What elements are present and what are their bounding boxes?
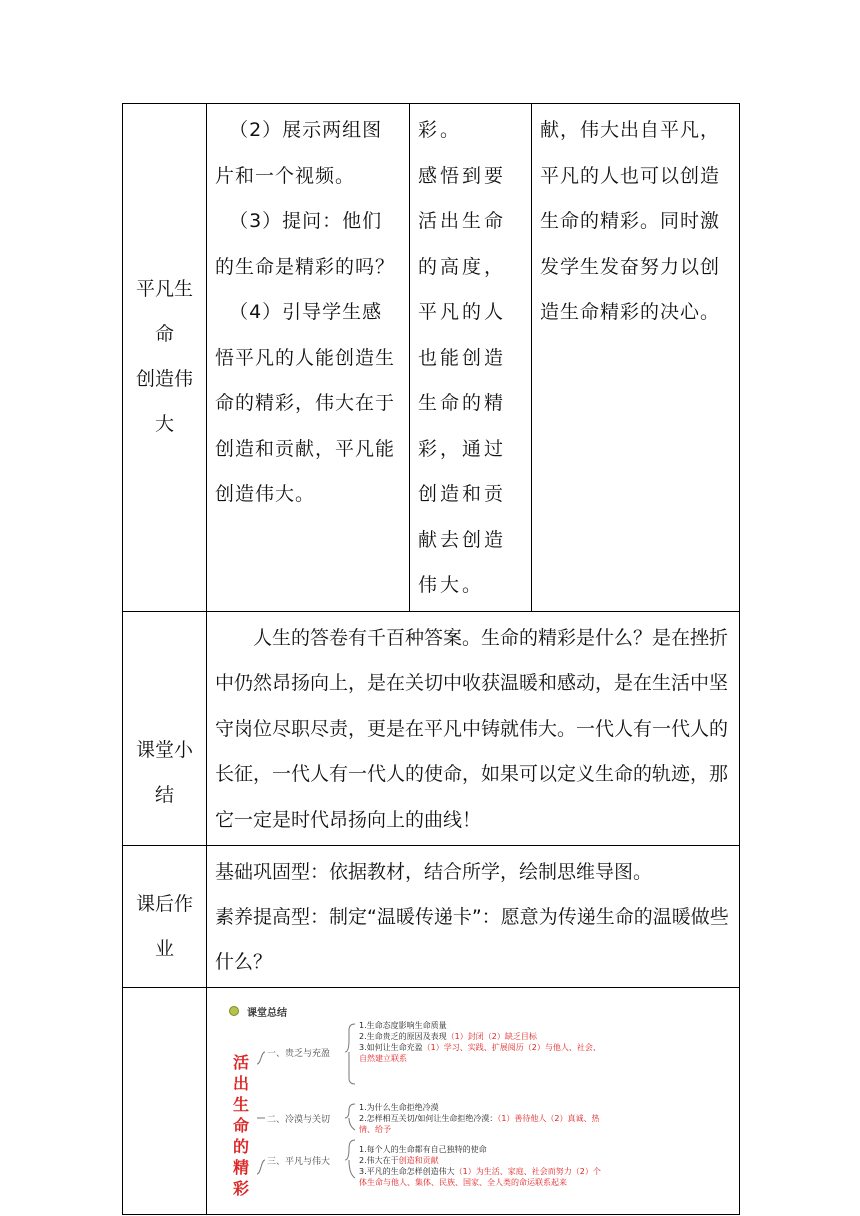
leaf-item: 2.怎样相互关切/如何让生命拒绝冷漠：（1）善待他人（2）真诚、热 <box>359 1114 600 1123</box>
root-char: 的 <box>232 1137 249 1156</box>
branch-label: 三、平凡与伟大 <box>267 1157 331 1167</box>
root-char: 活 <box>232 1053 249 1072</box>
leaf-item: 3.如何让生命充盈（1）学习、实践、扩展阅历（2）与他人、社会、 <box>359 1043 601 1052</box>
root-char: 生 <box>232 1095 249 1114</box>
leaf-item: 2.生命贵乏的原因及表现（1）封闭（2）缺乏目标 <box>359 1032 537 1041</box>
teacher-activity-cell <box>207 104 410 612</box>
mindmap-header: 课堂总结 <box>247 1008 287 1019</box>
row-summary <box>123 611 740 846</box>
summary-text: 人生的答卷有千百种答案。生命的精彩是什么？是在挫折中仍然昂扬向上，是在关切中收获温暖和感动，是在生活中坚守岗位尽职尽责，更是在平凡中铸就伟大。一代人有一代人的长征，一代人有一代人的使命，如果可以定义生命的轨迹，那它一定是时代昂扬向上的曲线！ <box>215 626 729 831</box>
student-activity-cell <box>410 104 532 612</box>
root-char: 出 <box>232 1074 249 1093</box>
root-char: 精 <box>232 1158 249 1177</box>
homework-basic: 基础巩固型：依据教材，结合所学，绘制思维导图。 <box>215 861 653 883</box>
homework-content-cell <box>207 846 740 988</box>
row-title-summary: 课堂小 结 <box>123 611 207 846</box>
design-intent-text: 献，伟大出自平凡，平凡的人也可以创造生命的精彩。同时激发学生发奋努力以创造生命精彩的决心。 <box>540 119 721 323</box>
leaf-item: 3.平凡的生命怎样创造伟大（1）为生活、家庭、社会而努力（2）个 <box>359 1167 601 1176</box>
row-mindmap <box>123 988 740 1215</box>
homework-advanced: 素养提高型：制定“温暖传递卡”：愿意为传递生命的温暖做些什么？ <box>215 906 729 973</box>
row-homework <box>123 846 740 988</box>
student-activity-text: 彩。 感悟到要活出生命的高度，平凡的人也能创造生命的精彩，通过创造和贡献去创造伟大。 <box>418 119 507 596</box>
leaf-item: 1.为什么生命拒绝冷漠 <box>359 1103 439 1112</box>
design-intent-cell <box>532 104 740 612</box>
row-title-mindmap-empty <box>123 988 207 1215</box>
leaf-item: 2.伟大在于创造和贡献 <box>359 1156 439 1165</box>
mindmap-cell <box>207 988 740 1215</box>
teacher-activity-text: （2）展示两组图片和一个视频。 （3）提问：他们的生命是精彩的吗？ （4）引导学生感悟平凡的人能创造生命的精彩，伟大在于创造和贡献，平凡能创造伟大。 <box>215 119 396 505</box>
lesson-table <box>122 103 740 1215</box>
summary-content-cell <box>207 611 740 846</box>
leaf-item: 体生命与他人、集体、民族、国家、全人类的命运联系起来 <box>359 1178 567 1187</box>
row-title-homework: 课后作 业 <box>123 846 207 988</box>
leaf-item: 1.每个人的生命都有自己独特的使命 <box>359 1145 487 1154</box>
leaf-item: 自然建立联系 <box>359 1054 407 1063</box>
row-title-pingfan: 平凡生 命 创造伟 大 <box>123 104 207 612</box>
mindmap-image <box>221 994 641 1204</box>
root-char: 彩 <box>232 1179 249 1198</box>
branch-label: 二、冷漠与关切 <box>267 1115 331 1125</box>
row-pingfan <box>123 104 740 612</box>
branch-label: 一、贵乏与充盈 <box>267 1049 331 1059</box>
root-char: 命 <box>232 1116 249 1135</box>
leaf-item: 1.生命态度影响生命质量 <box>359 1021 447 1030</box>
leaf-item: 情、给予 <box>359 1125 391 1134</box>
